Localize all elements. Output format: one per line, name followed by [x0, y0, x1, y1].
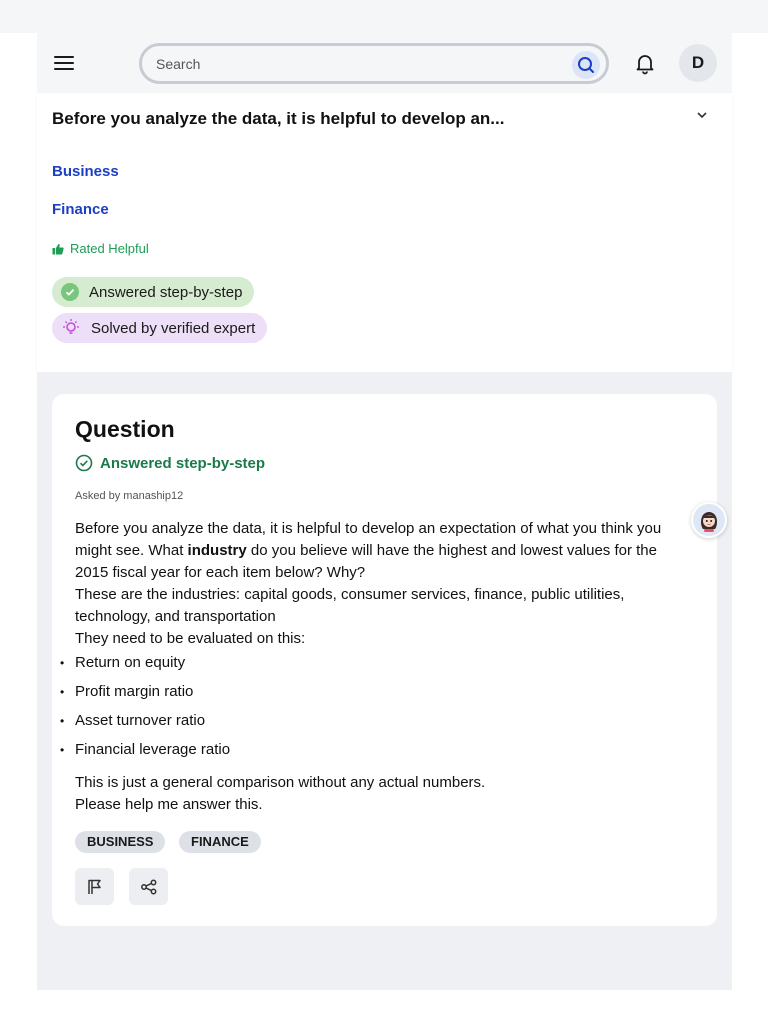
check-circle-icon [75, 454, 93, 472]
badge-step-label: Answered step-by-step [89, 283, 243, 301]
search-input[interactable] [156, 54, 556, 74]
question-summary [37, 93, 732, 372]
search-bar[interactable] [139, 43, 609, 84]
question-evaluate: They need to be evaluated on this: [75, 630, 306, 647]
rated-label: Rated Helpful [70, 241, 149, 256]
question-intro-bold: industry [187, 542, 247, 559]
badge-expert-label: Solved by verified expert [91, 319, 256, 337]
lightbulb-icon [61, 318, 81, 338]
closing-line-2: Please help me answer this. [75, 796, 263, 813]
thumbs-up-icon [52, 243, 64, 255]
question-closing [75, 772, 685, 816]
flag-icon [86, 878, 104, 896]
bell-icon [633, 51, 657, 75]
badge-verified-expert [52, 313, 267, 343]
category-link-finance[interactable]: Finance [52, 201, 109, 218]
badge-step-by-step [52, 277, 254, 307]
answered-status-label: Answered step-by-step [100, 454, 266, 472]
rated-helpful [52, 241, 149, 256]
check-circle-icon [61, 283, 79, 301]
answered-status [75, 454, 265, 472]
question-body [75, 518, 685, 650]
top-background [0, 0, 768, 33]
notifications-button[interactable] [633, 51, 657, 75]
search-button[interactable] [572, 51, 600, 79]
share-button[interactable] [129, 868, 168, 905]
closing-line-1: This is just a general comparison without any actual numbers. [75, 774, 486, 791]
question-heading: Question [75, 416, 175, 442]
question-industries: These are the industries: capital goods, consumer services, finance, public utilities, technology, and transportation [75, 586, 625, 625]
assistant-button[interactable] [691, 502, 727, 538]
list-item: • Profit margin ratio [75, 681, 230, 710]
question-intro-2: do you believe will have the highest and lowest values for the 2015 fiscal year for each item below? Why? [75, 542, 657, 581]
asked-by: Asked by manaship12 [75, 490, 184, 502]
search-icon [577, 56, 595, 74]
question-intro-1: Before you analyze the data, it is helpful to develop an expectation of what you think you might see. What [75, 520, 662, 559]
question-card [52, 394, 717, 926]
user-avatar[interactable]: D [679, 44, 717, 82]
category-link-business[interactable]: Business [52, 163, 119, 180]
list-item: • Financial leverage ratio [75, 739, 230, 768]
chevron-down-icon[interactable] [694, 107, 710, 123]
share-icon [140, 878, 158, 896]
list-item: • Asset turnover ratio [75, 710, 230, 739]
tag-business[interactable]: BUSINESS [75, 831, 165, 853]
evaluation-list [75, 652, 230, 768]
tag-finance[interactable]: FINANCE [179, 831, 261, 853]
list-item: • Return on equity [75, 652, 230, 681]
summary-title: Before you analyze the data, it is helpful to develop an... [52, 109, 505, 128]
report-button[interactable] [75, 868, 114, 905]
menu-icon[interactable] [52, 52, 76, 76]
assistant-avatar-icon [695, 506, 723, 534]
